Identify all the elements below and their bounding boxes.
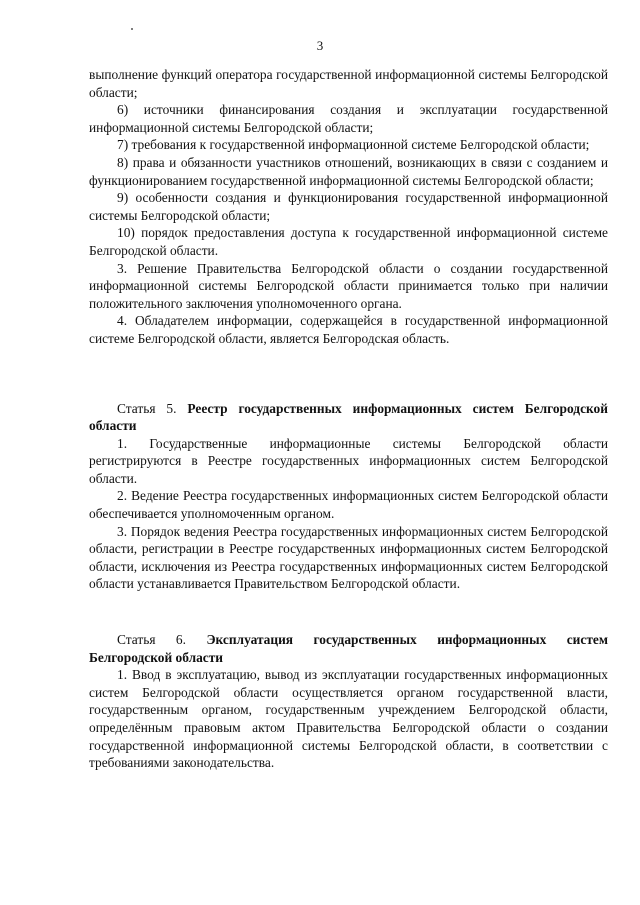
page-number: 3 bbox=[316, 38, 324, 53]
article-5-label: Статья 5. bbox=[117, 400, 177, 416]
paragraph: 8) права и обязанности участников отношений, возникающих в связи с созданием и функционированием государственной информационной системы Белгородской области; bbox=[89, 154, 608, 188]
paragraph: 7) требования к государственной информационной системе Белгородской области; bbox=[117, 137, 590, 153]
paragraph: 10) порядок предоставления доступа к государственной информационной системе Белгородской области. bbox=[89, 225, 608, 258]
article-5-heading bbox=[89, 400, 608, 435]
article-6-heading bbox=[89, 631, 608, 666]
paragraph: 4. Обладателем информации, содержащейся в государственной информационной системе Белгородской области, является Белгородская область. bbox=[89, 313, 608, 346]
document-body bbox=[89, 66, 608, 772]
paragraph: 9) особенности создания и функционирования государственной информационной системы Белгородской области; bbox=[89, 190, 608, 223]
article-5-title: Реестр государственных информационных систем Белгородской области bbox=[89, 400, 608, 434]
paragraph: выполнение функций оператора государственной информационной системы Белгородской области; bbox=[89, 67, 608, 100]
paragraph: 1. Государственные информационные системы Белгородской области регистрируются в Реестре государственных информационных систем Белгородской области. bbox=[89, 435, 608, 486]
paragraph: 6) источники финансирования создания и эксплуатации государственной информационной системы Белгородской области; bbox=[89, 102, 608, 135]
article-6-label: Статья 6. bbox=[117, 632, 186, 648]
paragraph: 2. Ведение Реестра государственных информационных систем Белгородской области обеспечивается уполномоченным органом. bbox=[89, 488, 608, 522]
scan-speck bbox=[131, 28, 133, 30]
paragraph: 1. Ввод в эксплуатацию, вывод из эксплуатации государственных информационных систем Белгородской области осуществляется органом государственной власти, государственным органом, государственным учреждением Белгородской области, определённым правовым актом Правительства Белгородской области о создании государственной информационной системы Белгородской области, в соответствии с требованиями законодательства. bbox=[89, 667, 608, 771]
paragraph: 3. Порядок ведения Реестра государственных информационных систем Белгородской области, регистрации в Реестре государственных информационных систем Белгородской области, исключения из Реестра государственных информационных систем Белгородской области устанавливается Правительством Белгородской области. bbox=[89, 523, 608, 592]
paragraph: 3. Решение Правительства Белгородской области о создании государственной информационной системы Белгородской области принимается только при наличии положительного заключения уполномоченного органа. bbox=[89, 260, 608, 311]
article-6-title: Эксплуатация государственных информационных систем Белгородской области bbox=[89, 632, 608, 665]
